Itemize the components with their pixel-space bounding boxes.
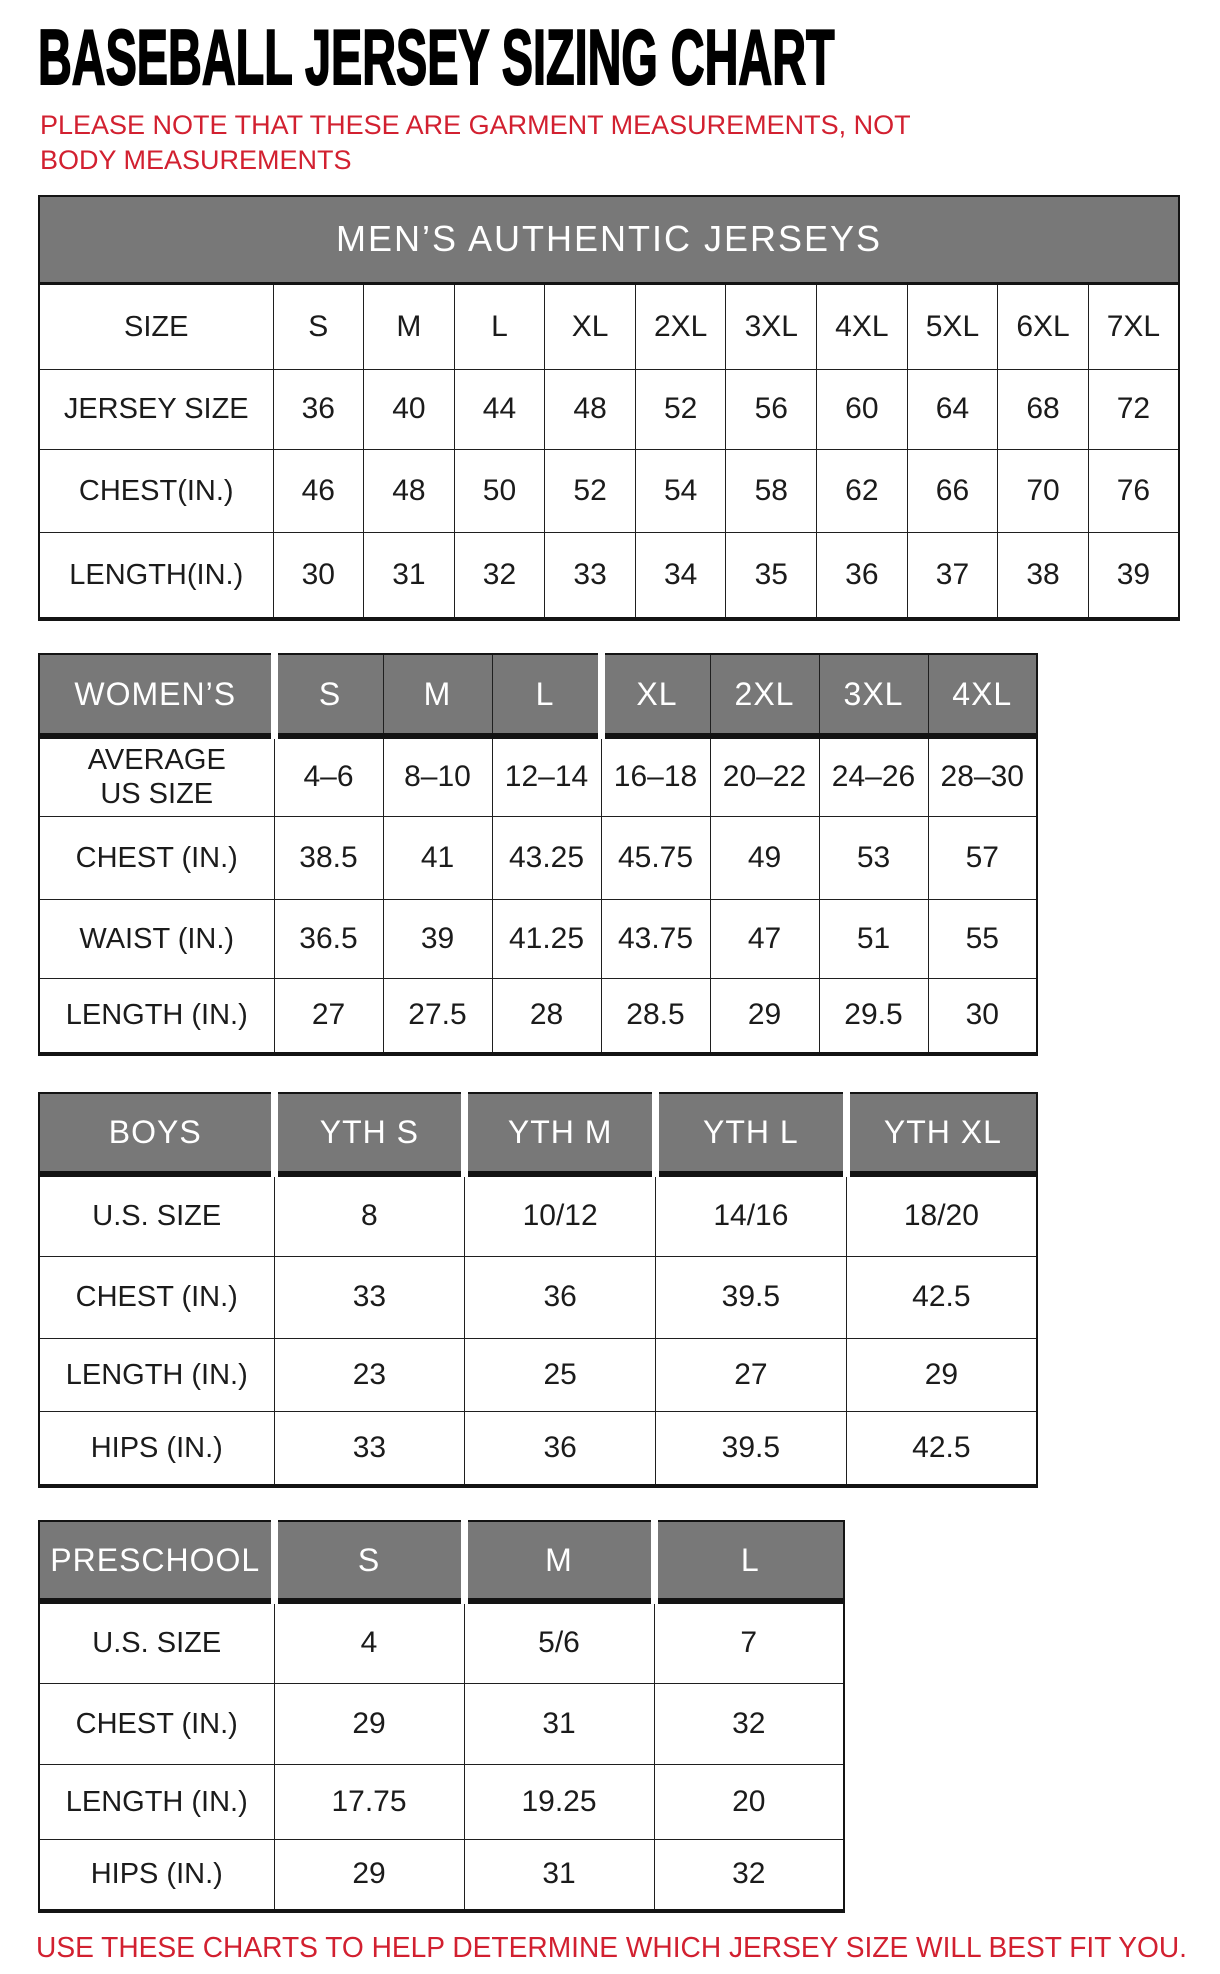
womens-value-cell: 27 [274,978,383,1054]
mens-value-cell: 52 [635,369,726,449]
boys-row-label: CHEST (IN.) [39,1256,274,1338]
mens-value-cell: 36 [817,532,908,619]
preschool-value-cell: 7 [654,1601,844,1683]
womens-row [39,899,1037,978]
preschool-value-cell: 19.25 [464,1764,654,1839]
womens-row [39,736,1037,816]
mens-value-cell: 72 [1088,369,1179,449]
boys-value-cell: 8 [274,1174,465,1256]
preschool-sizing-table [38,1520,845,1913]
preschool-row-label: HIPS (IN.) [39,1839,274,1911]
preschool-value-cell: 31 [464,1839,654,1911]
womens-header-size: 2XL [710,654,819,736]
mens-row-label: LENGTH(IN.) [39,532,273,619]
preschool-row-label: CHEST (IN.) [39,1683,274,1764]
womens-value-cell: 4–6 [274,736,383,816]
mens-value-cell: 62 [817,449,908,532]
womens-value-cell: 12–14 [492,736,601,816]
womens-value-cell: 39 [383,899,492,978]
womens-header-row [39,654,1037,736]
boys-value-cell: 29 [846,1338,1037,1411]
womens-value-cell: 29 [710,978,819,1054]
mens-value-cell: 38 [998,532,1089,619]
womens-row [39,978,1037,1054]
fit-advice-note: USE THESE CHARTS TO HELP DETERMINE WHICH JERSEY SIZE WILL BEST FIT YOU. [36,1932,1187,1964]
womens-value-cell: 16–18 [601,736,710,816]
preschool-value-cell: 31 [464,1683,654,1764]
womens-value-cell: 29.5 [819,978,928,1054]
womens-header-size: XL [601,654,710,736]
mens-value-cell: 35 [726,532,817,619]
womens-value-cell: 27.5 [383,978,492,1054]
preschool-header-size: S [274,1521,464,1601]
mens-value-cell: 60 [817,369,908,449]
mens-value-cell: 48 [364,449,455,532]
boys-value-cell: 33 [274,1411,465,1486]
boys-row [39,1174,1037,1256]
mens-value-cell: 40 [364,369,455,449]
mens-value-cell: M [364,283,455,369]
boys-header-size: YTH M [465,1093,656,1174]
boys-value-cell: 39.5 [656,1256,847,1338]
mens-value-cell: 37 [907,532,998,619]
mens-value-cell: 2XL [635,283,726,369]
womens-value-cell: 51 [819,899,928,978]
boys-header-size: YTH S [274,1093,465,1174]
womens-row-label: LENGTH (IN.) [39,978,274,1054]
womens-value-cell: 45.75 [601,816,710,899]
preschool-row-label: LENGTH (IN.) [39,1764,274,1839]
mens-value-cell: XL [545,283,636,369]
preschool-value-cell: 5/6 [464,1601,654,1683]
mens-value-cell: 76 [1088,449,1179,532]
preschool-value-cell: 29 [274,1839,464,1911]
boys-value-cell: 36 [465,1256,656,1338]
mens-value-cell: 31 [364,532,455,619]
preschool-row-label: U.S. SIZE [39,1601,274,1683]
mens-value-cell: 6XL [998,283,1089,369]
mens-value-cell: 5XL [907,283,998,369]
boys-row-label: U.S. SIZE [39,1174,274,1256]
mens-row [39,283,1179,369]
womens-header-size: L [492,654,601,736]
mens-value-cell: 70 [998,449,1089,532]
preschool-header-size: L [654,1521,844,1601]
mens-value-cell: 64 [907,369,998,449]
boys-value-cell: 39.5 [656,1411,847,1486]
mens-value-cell: 7XL [1088,283,1179,369]
boys-row [39,1256,1037,1338]
mens-value-cell: 46 [273,449,364,532]
womens-value-cell: 43.25 [492,816,601,899]
mens-value-cell: 58 [726,449,817,532]
boys-value-cell: 14/16 [656,1174,847,1256]
garment-measurements-note: PLEASE NOTE THAT THESE ARE GARMENT MEASUREMENTS, NOT BODY MEASUREMENTS [40,110,911,175]
womens-value-cell: 43.75 [601,899,710,978]
boys-header-label: BOYS [39,1093,274,1174]
preschool-header-size: M [464,1521,654,1601]
boys-value-cell: 18/20 [846,1174,1037,1256]
womens-value-cell: 41 [383,816,492,899]
mens-value-cell: 3XL [726,283,817,369]
womens-value-cell: 30 [928,978,1037,1054]
mens-value-cell: 33 [545,532,636,619]
boys-value-cell: 33 [274,1256,465,1338]
boys-header-size: YTH L [656,1093,847,1174]
womens-value-cell: 36.5 [274,899,383,978]
mens-value-cell: 36 [273,369,364,449]
boys-value-cell: 27 [656,1338,847,1411]
womens-value-cell: 55 [928,899,1037,978]
womens-sizing-table [38,653,1038,1056]
womens-header-size: S [274,654,383,736]
womens-header-size: M [383,654,492,736]
boys-value-cell: 36 [465,1411,656,1486]
mens-table-title: MEN’S AUTHENTIC JERSEYS [39,196,1179,283]
womens-value-cell: 47 [710,899,819,978]
mens-value-cell: 52 [545,449,636,532]
womens-row [39,816,1037,899]
boys-value-cell: 25 [465,1338,656,1411]
mens-value-cell: L [454,283,545,369]
mens-value-cell: 4XL [817,283,908,369]
preschool-value-cell: 32 [654,1683,844,1764]
mens-value-cell: 56 [726,369,817,449]
mens-value-cell: 34 [635,532,726,619]
womens-header-size: 3XL [819,654,928,736]
womens-row-label: AVERAGE US SIZE [39,736,274,816]
preschool-row [39,1683,844,1764]
mens-authentic-jerseys-table [38,195,1180,621]
boys-header-size: YTH XL [846,1093,1037,1174]
boys-value-cell: 23 [274,1338,465,1411]
mens-row-label: SIZE [39,283,273,369]
mens-value-cell: 68 [998,369,1089,449]
preschool-value-cell: 29 [274,1683,464,1764]
preschool-row [39,1764,844,1839]
womens-value-cell: 8–10 [383,736,492,816]
mens-value-cell: 39 [1088,532,1179,619]
boys-row [39,1338,1037,1411]
womens-header-label: WOMEN’S [39,654,274,736]
boys-row-label: LENGTH (IN.) [39,1338,274,1411]
womens-value-cell: 53 [819,816,928,899]
womens-value-cell: 38.5 [274,816,383,899]
mens-header-row [39,196,1179,283]
preschool-row [39,1839,844,1911]
boys-sizing-table [38,1092,1038,1488]
boys-value-cell: 10/12 [465,1174,656,1256]
womens-value-cell: 28.5 [601,978,710,1054]
womens-value-cell: 28–30 [928,736,1037,816]
preschool-row [39,1601,844,1683]
mens-value-cell: 48 [545,369,636,449]
mens-row [39,369,1179,449]
boys-value-cell: 42.5 [846,1256,1037,1338]
mens-value-cell: 54 [635,449,726,532]
mens-value-cell: S [273,283,364,369]
mens-row-label: CHEST(IN.) [39,449,273,532]
mens-value-cell: 44 [454,369,545,449]
boys-header-row [39,1093,1037,1174]
mens-value-cell: 66 [907,449,998,532]
mens-value-cell: 50 [454,449,545,532]
boys-row-label: HIPS (IN.) [39,1411,274,1486]
womens-value-cell: 57 [928,816,1037,899]
preschool-header-row [39,1521,844,1601]
boys-row [39,1411,1037,1486]
preschool-value-cell: 4 [274,1601,464,1683]
womens-value-cell: 28 [492,978,601,1054]
womens-value-cell: 20–22 [710,736,819,816]
womens-header-size: 4XL [928,654,1037,736]
mens-value-cell: 30 [273,532,364,619]
mens-row [39,532,1179,619]
womens-value-cell: 49 [710,816,819,899]
womens-row-label: CHEST (IN.) [39,816,274,899]
womens-value-cell: 41.25 [492,899,601,978]
preschool-value-cell: 32 [654,1839,844,1911]
mens-row-label: JERSEY SIZE [39,369,273,449]
mens-row [39,449,1179,532]
preschool-value-cell: 20 [654,1764,844,1839]
page-title: BASEBALL JERSEY SIZING CHART [38,13,835,101]
womens-row-label: WAIST (IN.) [39,899,274,978]
preschool-value-cell: 17.75 [274,1764,464,1839]
womens-value-cell: 24–26 [819,736,928,816]
boys-value-cell: 42.5 [846,1411,1037,1486]
mens-value-cell: 32 [454,532,545,619]
preschool-header-label: PRESCHOOL [39,1521,274,1601]
